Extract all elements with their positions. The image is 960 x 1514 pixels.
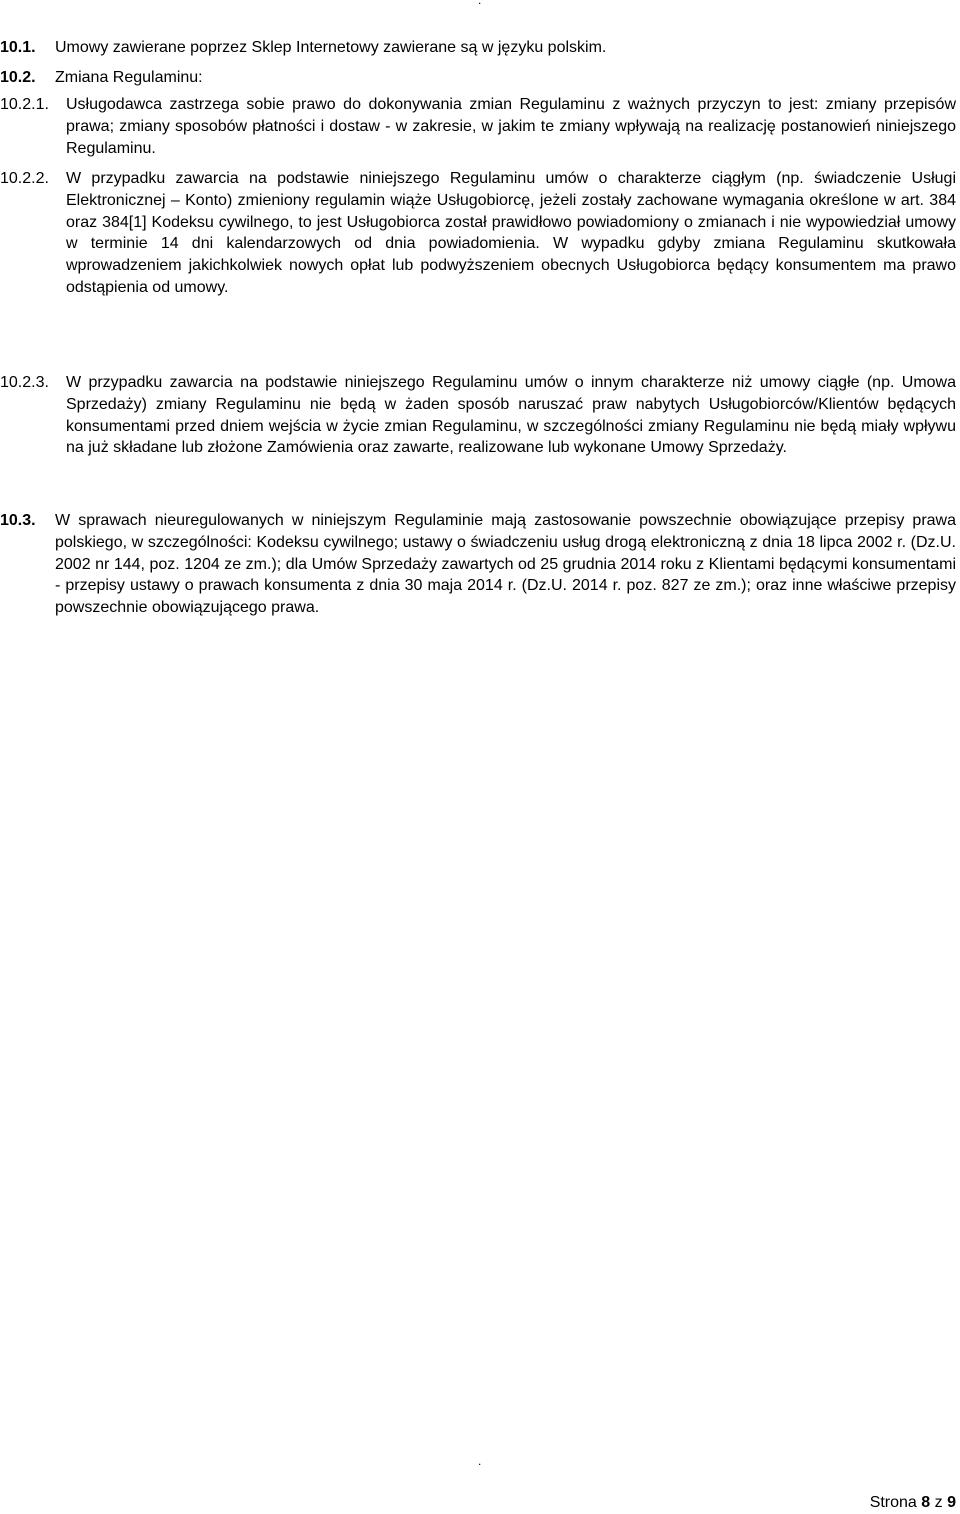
page-footer (870, 1493, 956, 1513)
footer-label: Strona (869, 1494, 917, 1511)
header-mark: . (478, 0, 482, 7)
section-number: 10.2. (0, 69, 36, 86)
footer-current-page: 8 (921, 1494, 931, 1511)
section-text: W sprawach nieuregulowanych w niniejszym Regulaminie mają zastosowanie powszechnie obowiązujące przepisy prawa polskiego, w szczególności: Kodeksu cywilnego; ustawy o świadczeniu usług drogą elektroniczną z dnia 18 lipca 2002 r. (Dz.U. 2002 nr 144, poz. 1204 ze zm.); dla Umów Sprzedaży zawartych od 25 grudnia 2014 roku z Klientami będącymi konsumentami - przepisy ustawy o prawach konsumenta z dnia 30 maja 2014 r. (Dz.U. 2014 r. poz. 827 ze zm.); oraz inne właściwe przepisy powszechnie obowiązującego prawa. (55, 512, 956, 617)
section-number: 10.3. (0, 512, 36, 529)
section-number: 10.2.3. (0, 374, 49, 391)
section-text: W przypadku zawarcia na podstawie niniejszego Regulaminu umów o innym charakterze niż umowy ciągłe (np. Umowa Sprzedaży) zmiany Regulaminu nie będą w żaden sposób naruszać praw nabytych Usługobiorców/Klientów będących konsumentami przed dniem wejścia w życie zmian Regulaminu, w szczególności zmiany Regulaminu nie będą miały wpływu na już składane lub złożone Zamówienia oraz zawarte, realizowane lub wykonane Umowy Sprzedaży. (66, 374, 956, 457)
section-text: W przypadku zawarcia na podstawie niniejszego Regulaminu umów o charakterze ciągłym (np. świadczenie Usługi Elektronicznej – Konto) zmieniony regulamin wiąże Usługobiorcę, jeżeli zostały zachowane wymagania określone w art. 384 oraz 384[1] Kodeksu cywilnego, to jest Usługobiorca został prawidłowo powiadomiony o zmianach i nie wypowiedział umowy w terminie 14 dni kalendarzowych od dnia powiadomienia. W wypadku gdyby zmiana Regulaminu skutkowała wprowadzeniem jakichkolwiek nowych opłat lub podwyższeniem obecnych Usługobiorca będący konsumentem ma prawo odstąpienia od umowy. (66, 170, 956, 296)
section-text: Umowy zawierane poprzez Sklep Internetowy zawierane są w języku polskim. (55, 39, 607, 56)
footer-separator: z (934, 1494, 943, 1511)
section-text: Zmiana Regulaminu: (55, 69, 203, 86)
footer-total-pages: 9 (947, 1494, 956, 1511)
bottom-mark: . (478, 1454, 482, 1468)
section-number: 10.2.1. (0, 96, 49, 113)
section-number: 10.1. (0, 39, 36, 56)
section-number: 10.2.2. (0, 170, 49, 187)
section-text: Usługodawca zastrzega sobie prawo do dokonywania zmian Regulaminu z ważnych przyczyn to jest: zmiany przepisów prawa; zmiany sposobów płatności i dostaw - w zakresie, w jakim te zmiany wpływają na realizację postanowień niniejszego Regulaminu. (66, 96, 956, 157)
